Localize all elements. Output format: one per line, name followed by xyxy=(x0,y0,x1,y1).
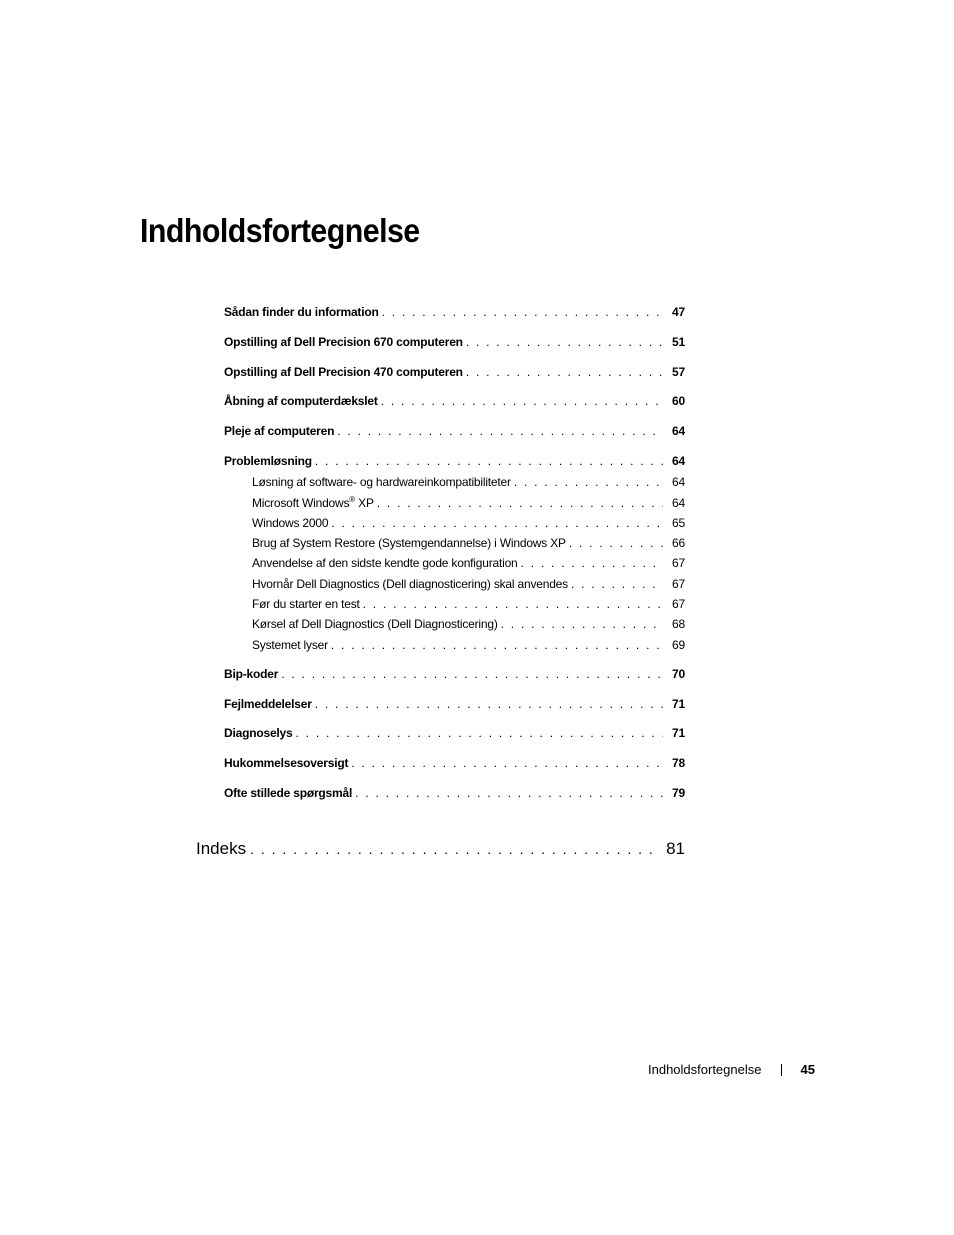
toc-subentry-page: 67 xyxy=(672,597,685,611)
toc-subentry[interactable] xyxy=(252,496,685,510)
toc-entry-page: 70 xyxy=(672,667,685,681)
toc-entry-label: Ofte stillede spørgsmål xyxy=(224,786,353,800)
toc-subentry[interactable] xyxy=(252,617,685,631)
toc-subentry-label: Løsning af software- og hardwareinkompatibiliteter xyxy=(252,475,511,489)
toc-subentry-label: Hvornår Dell Diagnostics (Dell diagnosticering) skal anvendes xyxy=(252,577,568,591)
toc-entry-label: Opstilling af Dell Precision 470 computeren xyxy=(224,365,463,379)
toc-entry-page: 71 xyxy=(672,726,685,740)
toc-entry[interactable] xyxy=(224,394,685,408)
dot-leader xyxy=(571,577,663,591)
page-title: Indholdsfortegnelse xyxy=(140,212,420,249)
toc-subentry[interactable] xyxy=(252,475,685,489)
toc-entry[interactable] xyxy=(224,335,685,349)
toc-subentry[interactable] xyxy=(252,536,685,550)
dot-leader xyxy=(381,394,663,408)
dot-leader xyxy=(514,475,663,489)
toc-subentry-page: 66 xyxy=(672,536,685,550)
dot-leader xyxy=(466,365,663,379)
toc-subentry-page: 67 xyxy=(672,577,685,591)
toc-entry-label: Diagnoselys xyxy=(224,726,293,740)
footer-section-name: Indholdsfortegnelse xyxy=(648,1062,762,1077)
toc-entry-page: 57 xyxy=(672,365,685,379)
toc-entry-label: Hukommelsesoversigt xyxy=(224,756,349,770)
toc-entry-page: 79 xyxy=(672,786,685,800)
toc-entry[interactable] xyxy=(224,697,685,711)
index-label: Indeks xyxy=(196,839,247,858)
toc-subentry[interactable] xyxy=(252,516,685,530)
toc-entry-page: 47 xyxy=(672,305,685,319)
toc-subentry-page: 64 xyxy=(672,475,685,489)
toc-subentry-label: Systemet lyser xyxy=(252,638,328,652)
toc-entry-page: 64 xyxy=(672,424,685,438)
toc-entry[interactable] xyxy=(224,726,685,740)
dot-leader xyxy=(250,839,658,859)
toc-subentry-page: 67 xyxy=(672,556,685,570)
toc-entry-label: Pleje af computeren xyxy=(224,424,335,438)
dot-leader xyxy=(363,597,663,611)
toc-subentry[interactable] xyxy=(252,597,685,611)
dot-leader xyxy=(351,756,663,770)
toc-subentry[interactable] xyxy=(252,577,685,591)
toc-subentry-page: 69 xyxy=(672,638,685,652)
dot-leader xyxy=(521,556,663,570)
dot-leader xyxy=(315,697,663,711)
dot-leader xyxy=(331,638,663,652)
toc-entry-label: Opstilling af Dell Precision 670 computeren xyxy=(224,335,463,349)
toc-subentry-label: Anvendelse af den sidste kendte gode konfiguration xyxy=(252,556,518,570)
toc-entry[interactable] xyxy=(224,667,685,681)
toc-entry[interactable] xyxy=(224,786,685,800)
toc-entry[interactable] xyxy=(224,305,685,319)
toc-subentry-label: Brug af System Restore (Systemgendannelse) i Windows XP xyxy=(252,536,566,550)
dot-leader xyxy=(315,454,663,468)
toc-entry-page: 60 xyxy=(672,394,685,408)
toc-entry-label: Åbning af computerdækslet xyxy=(224,394,378,408)
page-footer xyxy=(648,1062,818,1077)
toc-subentry-label: Før du starter en test xyxy=(252,597,360,611)
toc-entry[interactable] xyxy=(224,365,685,379)
dot-leader xyxy=(382,305,663,319)
dot-leader xyxy=(501,617,663,631)
toc-entry-label: Bip-koder xyxy=(224,667,279,681)
dot-leader xyxy=(466,335,663,349)
dot-leader xyxy=(569,536,663,550)
footer-page-number: 45 xyxy=(800,1062,815,1077)
toc-entry-label: Fejlmeddelelser xyxy=(224,697,312,711)
footer-divider xyxy=(781,1064,782,1076)
toc-subentry[interactable] xyxy=(252,556,685,570)
toc-entry-page: 78 xyxy=(672,756,685,770)
toc-entry-page: 64 xyxy=(672,454,685,468)
toc-entry-page: 71 xyxy=(672,697,685,711)
toc-subentry-label: Kørsel af Dell Diagnostics (Dell Diagnosticering) xyxy=(252,617,498,631)
toc-entry-label: Problemløsning xyxy=(224,454,312,468)
dot-leader xyxy=(337,424,663,438)
toc-subentry-page: 64 xyxy=(672,496,685,510)
toc-subentry-page: 65 xyxy=(672,516,685,530)
index-page: 81 xyxy=(666,839,685,858)
toc-entry[interactable] xyxy=(224,424,685,438)
toc-entry-label: Sådan finder du information xyxy=(224,305,379,319)
dot-leader xyxy=(281,667,663,681)
toc-entry-page: 51 xyxy=(672,335,685,349)
dot-leader xyxy=(377,496,663,510)
toc-subentry-page: 68 xyxy=(672,617,685,631)
registered-mark: ® xyxy=(349,496,355,504)
toc-entry[interactable] xyxy=(224,454,685,468)
dot-leader xyxy=(296,726,664,740)
dot-leader xyxy=(355,786,663,800)
toc-subentry-label: Windows 2000 xyxy=(252,516,329,530)
toc-entry[interactable] xyxy=(224,756,685,770)
index-entry[interactable] xyxy=(196,839,685,859)
toc-subentry-label: Microsoft Windows® XP xyxy=(252,496,374,510)
dot-leader xyxy=(331,516,663,530)
toc-subentry[interactable] xyxy=(252,638,685,652)
